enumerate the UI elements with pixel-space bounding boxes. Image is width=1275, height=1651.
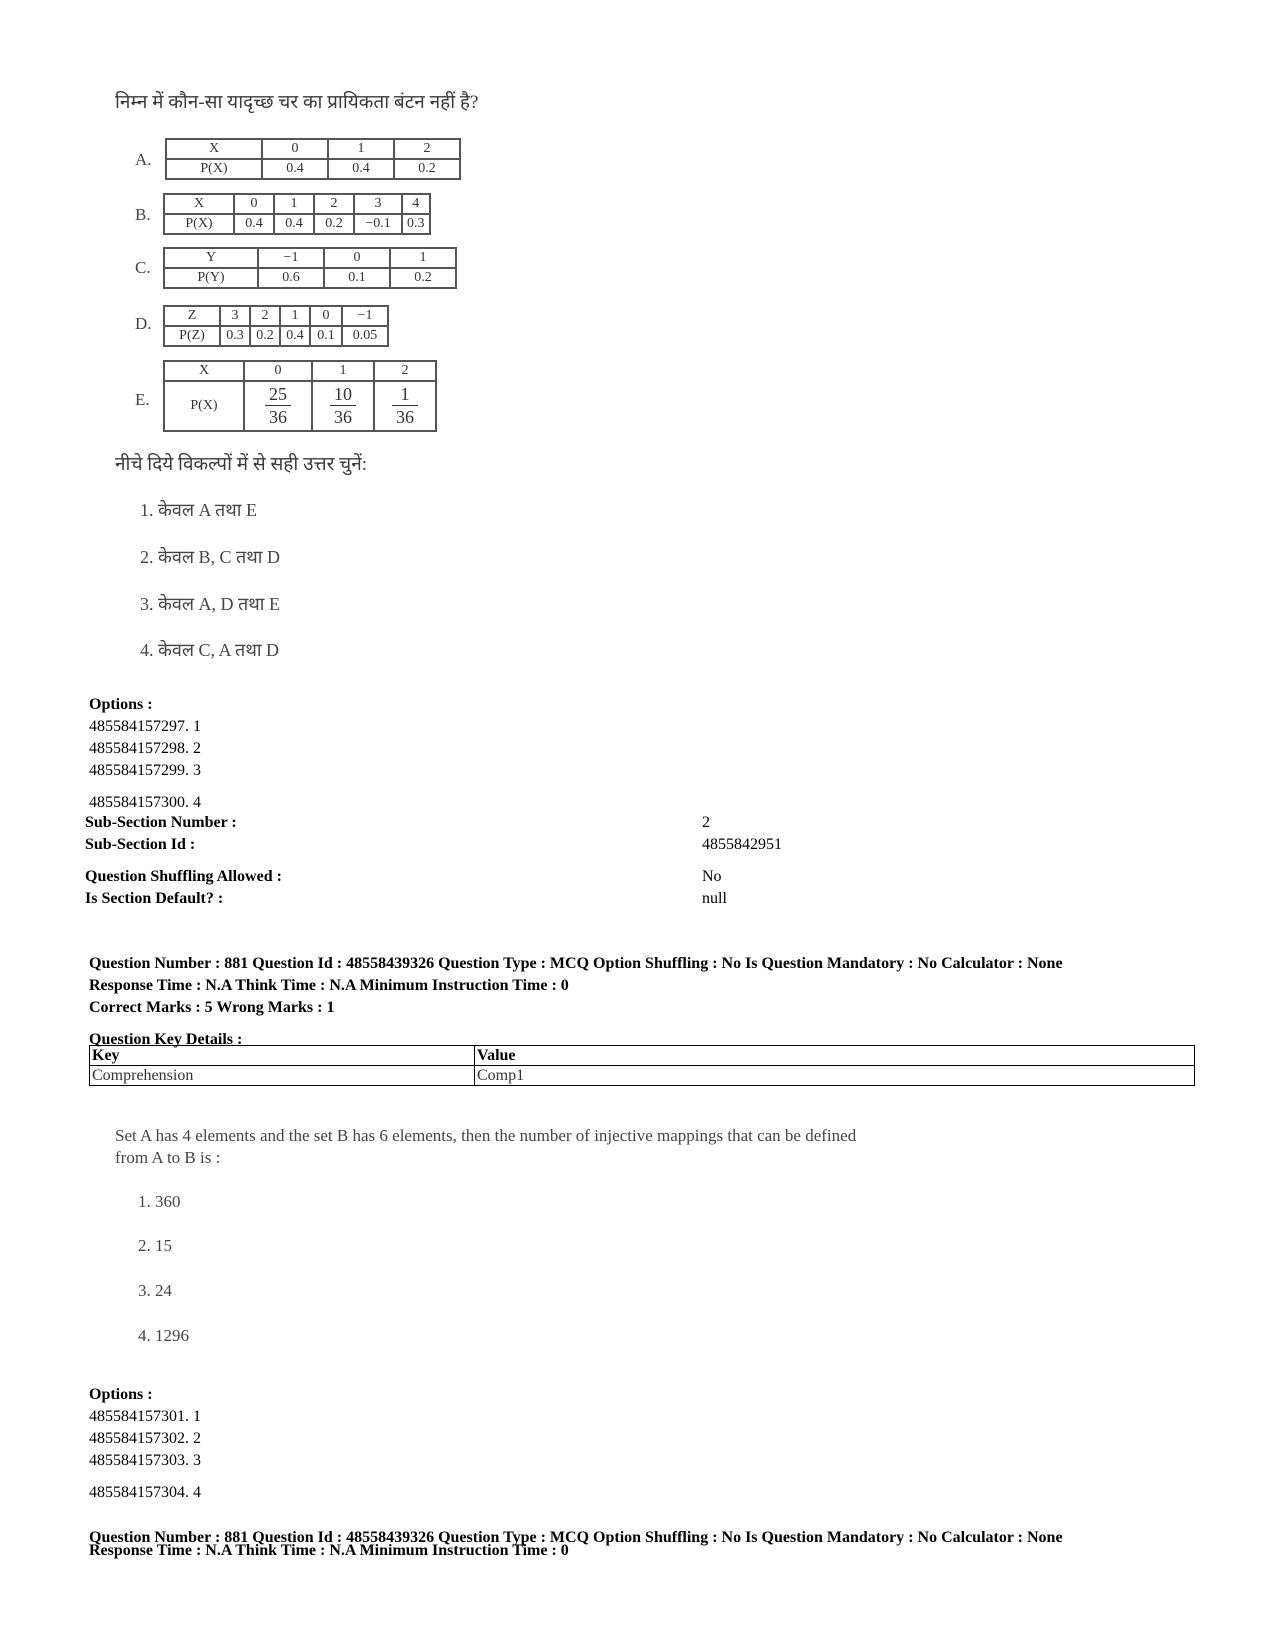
options-label: Options : <box>89 696 153 713</box>
cell: 1 <box>274 194 314 214</box>
cell: 0 <box>262 139 328 159</box>
key-cell: Comprehension <box>90 1066 475 1086</box>
cell: 4 <box>402 194 430 214</box>
option-letter-e: E. <box>135 390 150 409</box>
cell: 0.6 <box>258 268 324 288</box>
cell: 0.1 <box>310 326 342 346</box>
question-meta-line-3: Correct Marks : 5 Wrong Marks : 1 <box>89 999 335 1016</box>
denominator: 36 <box>269 407 287 427</box>
section-default-label: Is Section Default? : <box>85 890 224 907</box>
cell: 0 <box>324 248 390 268</box>
cell: 3 <box>354 194 402 214</box>
fraction <box>392 383 418 428</box>
cell: 1 <box>328 139 394 159</box>
option-item: 485584157302. 2 <box>89 1430 201 1447</box>
cell: 0 <box>310 306 342 326</box>
table-c-header-p: P(Y) <box>164 268 258 288</box>
cell: 1 <box>280 306 310 326</box>
shuffle-label: Question Shuffling Allowed : <box>85 868 282 885</box>
cell: 0.2 <box>394 159 460 179</box>
subsection-number-value: 2 <box>702 814 710 831</box>
table-b <box>163 193 431 235</box>
question-2-line-1: Set A has 4 elements and the set B has 6 elements, then the number of injective mappings that can be defined <box>115 1126 857 1145</box>
subsection-id-value: 4855842951 <box>702 836 782 853</box>
options-block-1 <box>89 694 201 814</box>
table-e-header-x: X <box>164 361 244 381</box>
cell: 0.2 <box>314 214 354 234</box>
table-c <box>163 247 457 289</box>
cell: 1 <box>312 361 374 381</box>
key-details-table <box>89 1045 1195 1086</box>
question-meta-line-2: Response Time : N.A Think Time : N.A Minimum Instruction Time : 0 <box>89 977 569 994</box>
cell <box>244 381 312 431</box>
cell: 2 <box>250 306 280 326</box>
option-letter-c: C. <box>135 258 151 277</box>
numerator: 10 <box>330 383 356 406</box>
options-label: Options : <box>89 1386 153 1403</box>
numerator: 25 <box>265 383 291 406</box>
cell: 2 <box>314 194 354 214</box>
choice-4: 4. 1296 <box>138 1326 189 1345</box>
table-e-header-p: P(X) <box>164 381 244 431</box>
option-letter-a: A. <box>135 150 152 169</box>
question-meta <box>89 953 1063 1019</box>
denominator: 36 <box>334 407 352 427</box>
table-b-header-x: X <box>164 194 234 214</box>
cell: 0 <box>244 361 312 381</box>
table-b-header-p: P(X) <box>164 214 234 234</box>
key-details-label: Question Key Details : <box>89 1031 243 1048</box>
footer-line-1: Question Number : 881 Question Id : 48558439326 Question Type : MCQ Option Shuffling : No Is Question Mandatory : No Calculator : None <box>89 1529 1063 1546</box>
fraction <box>330 383 356 428</box>
table-a-header-p: P(X) <box>166 159 262 179</box>
choice-1: 1. केवल A तथा E <box>140 500 257 520</box>
choice-3: 3. केवल A, D तथा E <box>140 594 280 614</box>
table-d-header-z: Z <box>164 306 220 326</box>
choice-2: 2. 15 <box>138 1236 172 1255</box>
option-item: 485584157298. 2 <box>89 740 201 757</box>
footer-line-2: Response Time : N.A Think Time : N.A Minimum Instruction Time : 0 <box>89 1542 569 1559</box>
table-e <box>163 360 437 432</box>
table-c-header-y: Y <box>164 248 258 268</box>
cell: 0 <box>234 194 274 214</box>
table-d <box>163 305 389 347</box>
cell: −1 <box>258 248 324 268</box>
numerator: 1 <box>392 383 418 406</box>
question-2-line-2: from A to B is : <box>115 1148 221 1167</box>
fraction <box>265 383 291 428</box>
option-letter-d: D. <box>135 314 152 333</box>
key-header: Key <box>90 1046 475 1066</box>
option-item: 485584157297. 1 <box>89 718 201 735</box>
cell: 0.4 <box>280 326 310 346</box>
option-item: 485584157303. 3 <box>89 1452 201 1469</box>
value-header: Value <box>475 1046 1195 1066</box>
subsection-number-label: Sub-Section Number : <box>85 814 237 831</box>
value-cell: Comp1 <box>475 1066 1195 1086</box>
table-a <box>165 138 461 180</box>
option-item: 485584157304. 4 <box>89 1484 201 1501</box>
option-item: 485584157299. 3 <box>89 762 201 779</box>
cell: 3 <box>220 306 250 326</box>
cell: 0.2 <box>390 268 456 288</box>
cell: 0.4 <box>262 159 328 179</box>
cell <box>312 381 374 431</box>
choice-4: 4. केवल C, A तथा D <box>140 640 279 660</box>
table-d-header-p: P(Z) <box>164 326 220 346</box>
cell: 2 <box>374 361 436 381</box>
cell: 0.1 <box>324 268 390 288</box>
table-a-header-x: X <box>166 139 262 159</box>
option-item: 485584157301. 1 <box>89 1408 201 1425</box>
cell <box>374 381 436 431</box>
cell: 0.4 <box>274 214 314 234</box>
choice-1: 1. 360 <box>138 1192 181 1211</box>
cell: 0.05 <box>342 326 388 346</box>
option-item: 485584157300. 4 <box>89 794 201 811</box>
cell: −0.1 <box>354 214 402 234</box>
cell: 0.2 <box>250 326 280 346</box>
cell: 0.4 <box>234 214 274 234</box>
question-1-text: निम्न में कौन-सा यादृच्छ चर का प्रायिकता बंटन नहीं है? <box>115 92 479 113</box>
choice-3: 3. 24 <box>138 1281 172 1300</box>
option-letter-b: B. <box>135 205 151 224</box>
shuffle-value: No <box>702 868 722 885</box>
options-block-2 <box>89 1384 201 1504</box>
cell: 1 <box>390 248 456 268</box>
question-meta-line-1: Question Number : 881 Question Id : 48558439326 Question Type : MCQ Option Shuffling : No Is Question Mandatory : No Calculator : None <box>89 955 1063 972</box>
cell: 2 <box>394 139 460 159</box>
cell: 0.3 <box>402 214 430 234</box>
section-default-value: null <box>702 890 727 907</box>
subsection-id-label: Sub-Section Id : <box>85 836 196 853</box>
instruction-text: नीचे दिये विकल्पों में से सही उत्तर चुनें: <box>115 454 368 475</box>
cell: 0.3 <box>220 326 250 346</box>
denominator: 36 <box>396 407 414 427</box>
choice-2: 2. केवल B, C तथा D <box>140 547 280 567</box>
cell: 0.4 <box>328 159 394 179</box>
cell: −1 <box>342 306 388 326</box>
